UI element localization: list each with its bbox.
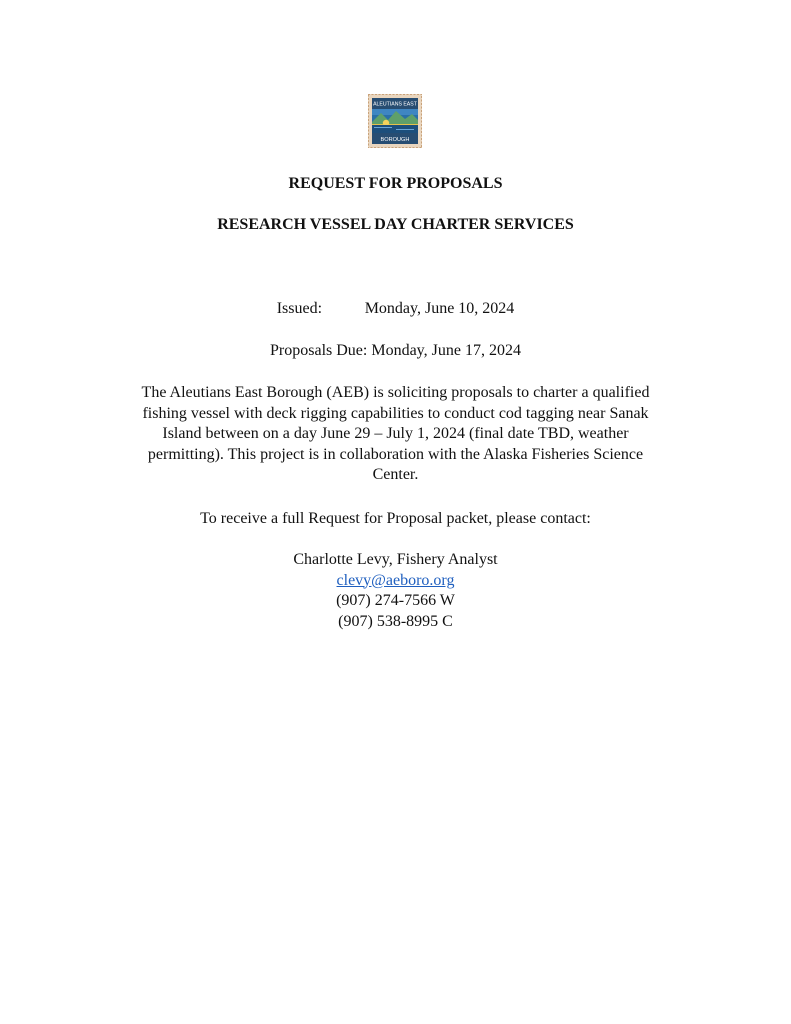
page-title: REQUEST FOR PROPOSALS [288,175,503,192]
description-line: fishing vessel with deck rigging capabilities to conduct cod tagging near Sanak [142,404,649,422]
contact-phone-cell: (907) 538-8995 C [338,612,453,630]
proposals-due-line: Proposals Due: Monday, June 17, 2024 [270,342,521,359]
aeb-logo [368,94,422,148]
contact-block [0,550,791,632]
description-line: The Aleutians East Borough (AEB) is soliciting proposals to charter a qualified [141,384,650,401]
contact-phone-work: (907) 274-7566 W [336,592,455,609]
description-paragraph [100,383,691,486]
contact-intro: To receive a full Request for Proposal packet, please contact: [200,510,591,527]
issued-line [0,299,791,319]
description-line: permitting). This project is in collaboration with the Alaska Fisheries Science [147,445,644,463]
description-line: Center. [372,466,419,483]
contact-email-link[interactable]: clevy@aeboro.org [336,571,455,589]
description-line: Island between on a day June 29 – July 1, 2024 (final date TBD, weather [162,425,629,442]
issued-date: Monday, June 10, 2024 [364,300,515,317]
page-subtitle: RESEARCH VESSEL DAY CHARTER SERVICES [217,216,574,233]
contact-name: Charlotte Levy, Fishery Analyst [293,551,498,568]
logo-text-bottom: BOROUGH [380,137,410,143]
logo-text-top: ALEUTIANS EAST [373,101,417,108]
issued-label: Issued: [276,300,323,317]
